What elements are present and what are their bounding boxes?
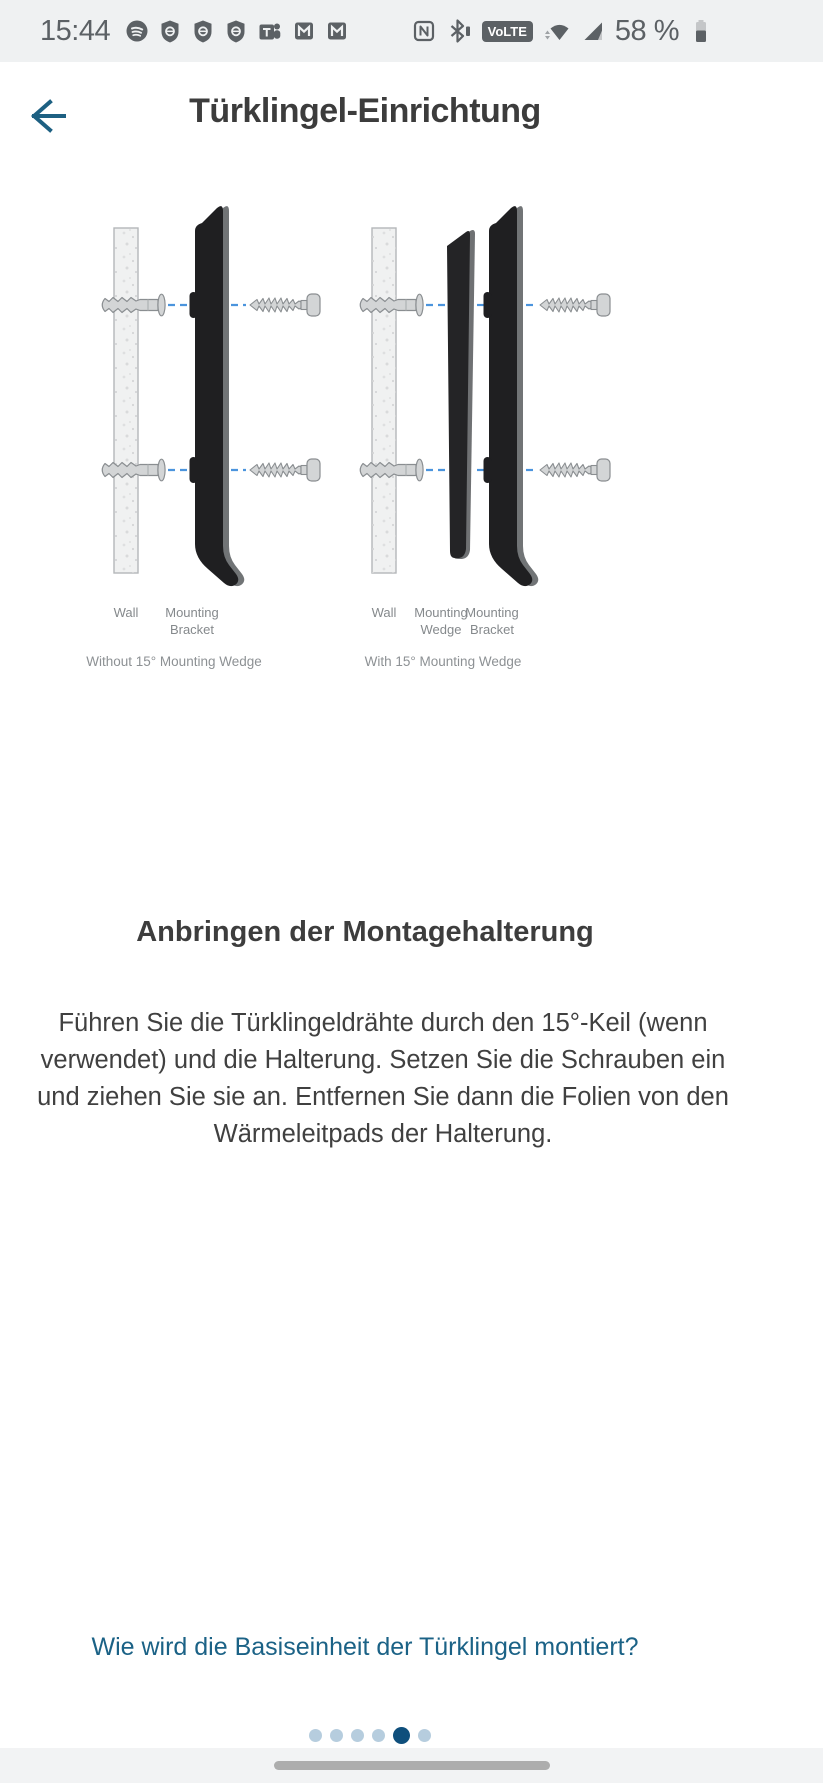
gmail-icon — [325, 19, 349, 43]
volte-icon: VoLTE — [482, 21, 533, 42]
page-dot[interactable] — [309, 1729, 322, 1742]
shield-icon — [224, 19, 248, 43]
base-unit-help-link[interactable]: Wie wird die Basiseinheit der Türklingel montiert? — [91, 1633, 639, 1661]
label-bracket-right-2: Bracket — [469, 622, 515, 637]
gmail-icon — [292, 19, 316, 43]
label-bracket-left-2: Bracket — [169, 622, 215, 637]
caption-with-wedge: With 15° Mounting Wedge — [364, 654, 522, 669]
status-bar — [0, 0, 823, 62]
label-wall-right: Wall — [371, 605, 397, 620]
battery-percent-text: 58 % — [614, 14, 679, 47]
diagram-with-wedge — [360, 206, 610, 669]
gesture-navigation-bar — [0, 1748, 823, 1783]
label-wedge-1: Mounting — [414, 605, 468, 620]
instruction-text: Führen Sie die Türklingeldrähte durch den 15°-Keil (wenn verwendet) und die Halterung. Setzen Sie die Schrauben ein und ziehen Sie sie an. Entfernen Sie dann die Folien von den Wärmeleitpads der Halterung. — [37, 1009, 729, 1148]
status-bar-right — [412, 0, 713, 62]
battery-icon — [689, 18, 713, 44]
mounting-diagram — [0, 180, 823, 700]
clock-text: 15:44 — [40, 14, 111, 47]
page-dot[interactable] — [418, 1729, 431, 1742]
teams-icon — [257, 19, 283, 43]
section-heading: Anbringen der Montagehalterung — [136, 916, 594, 948]
page-dot[interactable] — [372, 1729, 385, 1742]
label-bracket-right-1: Mounting — [465, 605, 519, 620]
nfc-icon — [412, 19, 436, 43]
mounting-wedge-shape — [447, 230, 475, 559]
status-bar-left — [40, 0, 349, 62]
cellular-signal-icon — [581, 19, 605, 43]
header — [0, 62, 823, 182]
page-dot-active[interactable] — [393, 1727, 410, 1744]
page-title: Türklingel-Einrichtung — [189, 92, 541, 130]
caption-without-wedge: Without 15° Mounting Wedge — [86, 654, 262, 669]
page-indicator — [0, 1725, 740, 1745]
shield-icon — [158, 19, 182, 43]
spotify-icon — [125, 19, 149, 43]
label-bracket-left-1: Mounting — [165, 605, 219, 620]
bluetooth-icon — [446, 19, 472, 43]
diagram-without-wedge — [86, 206, 320, 669]
page-dot[interactable] — [330, 1729, 343, 1742]
label-wall-left: Wall — [113, 605, 139, 620]
label-wedge-2: Wedge — [420, 622, 462, 637]
gesture-handle[interactable] — [274, 1761, 550, 1770]
wifi-icon — [543, 19, 571, 43]
shield-icon — [191, 19, 215, 43]
page-dot[interactable] — [351, 1729, 364, 1742]
